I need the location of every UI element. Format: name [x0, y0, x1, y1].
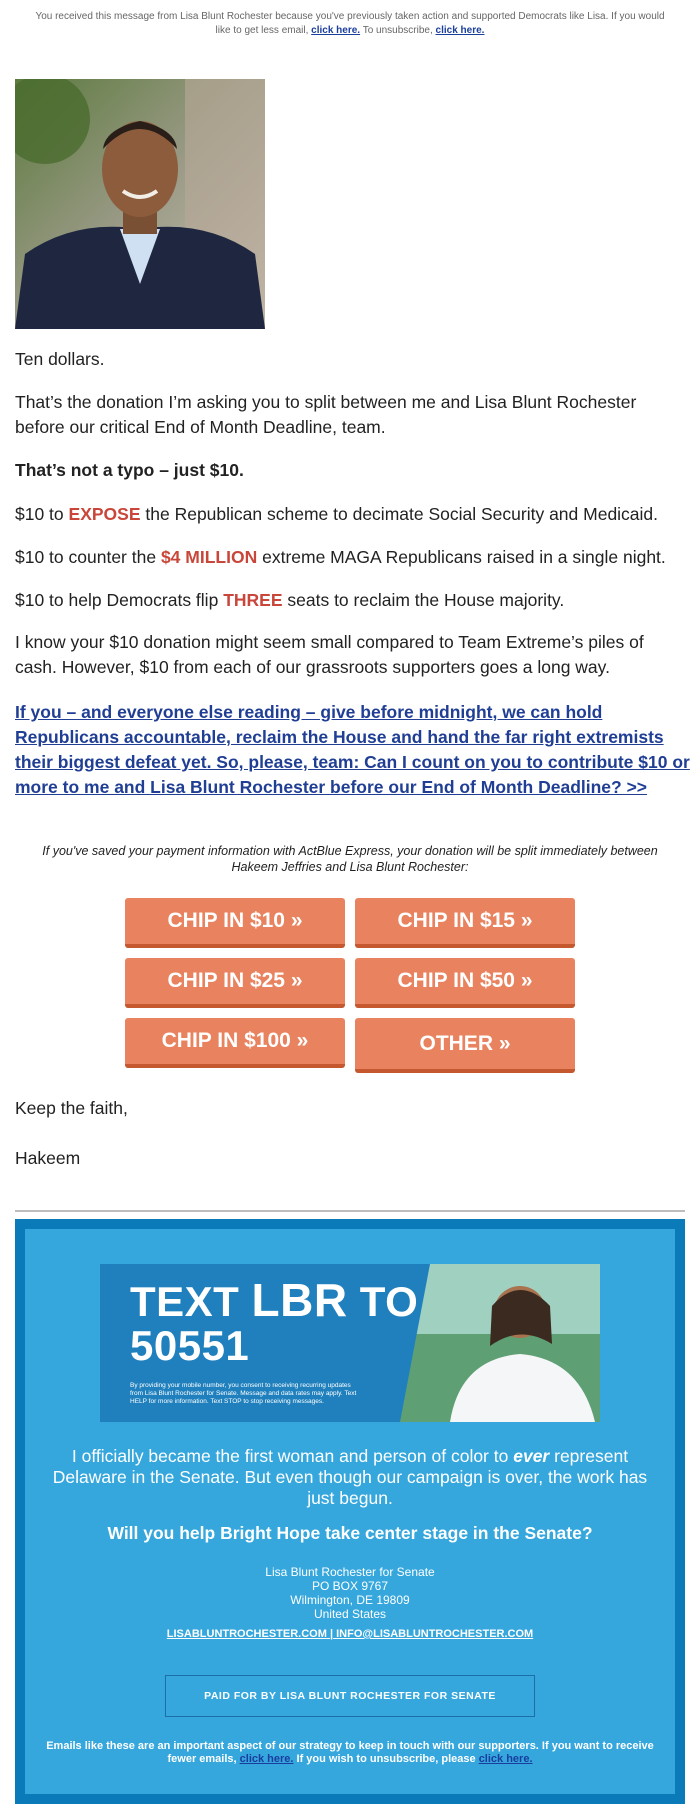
portrait-image [15, 79, 265, 329]
signoff-line: Keep the faith, [15, 1098, 128, 1118]
hakeem-photo [15, 79, 265, 329]
grassroots-paragraph: I know your $10 donation might seem small compared to Team Extreme’s piles of cash. However, $10 from each of our grassroots supporters goes a long way. [15, 632, 644, 677]
divider [15, 1210, 685, 1212]
address-line-2: PO BOX 9767 [311, 1579, 389, 1593]
bright-hope-question: Will you help Bright Hope take center stage in the Senate? [107, 1523, 593, 1543]
email-link[interactable]: INFO@LISABLUNTROCHESTER.COM [336, 1628, 534, 1640]
ask-paragraph [15, 700, 690, 800]
banner-to-word: TO [359, 1278, 419, 1325]
donation-intro: That’s the donation I’m asking you to split between me and Lisa Blunt Rochester before our critical End of Month Deadline, team. [15, 392, 637, 437]
footer-panel [25, 1229, 675, 1794]
signature-name: Hakeem [15, 1148, 81, 1168]
million-highlight: $4 MILLION [160, 547, 258, 567]
expose-line-b: the Republican scheme to decimate Social Security and Medicaid. [145, 504, 659, 524]
footer-fewer-emails-link[interactable]: click here. [239, 1753, 294, 1765]
banner-shortcode: 50551 [130, 1322, 250, 1369]
address-line-1: Lisa Blunt Rochester for Senate [265, 1565, 435, 1579]
flip-line-b: seats to reclaim the House majority. [287, 590, 565, 610]
banner-title [130, 1274, 419, 1369]
footer-unsubscribe-link[interactable]: click here. [478, 1753, 533, 1765]
address-line-3: Wilmington, DE 19809 [290, 1593, 410, 1607]
senate-paragraph-em: ever [513, 1446, 550, 1466]
footer-bottom-b: If you wish to unsubscribe, please [296, 1753, 476, 1765]
ask-donate-link[interactable]: If you – and everyone else reading – give before midnight, we can hold Republicans accountable, reclaim the House and hand the far right extremists their biggest defeat yet. So, please, team: Can I count on you to contribute $10 or more to me and Lisa Blunt Rochester before our End of Month Deadline? >> [15, 702, 690, 797]
counter-line [15, 545, 690, 570]
flip-line-a: $10 to help Democrats flip [15, 590, 219, 610]
banner-fine-print: By providing your mobile number, you consent to receiving recurring updates from Lisa Blunt Rochester for Senate. Message and data rates may apply. Text HELP for more information. Text STOP to stop receiving messages. [130, 1382, 357, 1405]
chip-in-25-button[interactable]: CHIP IN $25 » [125, 958, 345, 1008]
senate-paragraph-a: I officially became the first woman and person of color to [71, 1446, 509, 1466]
address-line-4: United States [313, 1607, 387, 1621]
chip-in-10-button[interactable]: CHIP IN $10 » [125, 898, 345, 948]
less-email-link[interactable]: click here. [311, 25, 361, 36]
counter-line-a: $10 to counter the [15, 547, 157, 567]
unsubscribe-link[interactable]: click here. [435, 25, 485, 36]
text-lbr-banner[interactable] [100, 1264, 600, 1422]
paid-for-disclaimer: PAID FOR BY LISA BLUNT ROCHESTER FOR SENATE [165, 1675, 535, 1717]
mailing-address [40, 1565, 660, 1621]
footer-unsubscribe-text [40, 1740, 660, 1766]
preheader-middle: To unsubscribe, [362, 25, 433, 36]
other-amount-button[interactable]: OTHER » [355, 1018, 575, 1073]
banner-text-word: TEXT [130, 1278, 240, 1325]
website-link[interactable]: LISABLUNTROCHESTER.COM [166, 1628, 327, 1640]
greeting-line: Ten dollars. [15, 349, 105, 369]
expose-highlight: EXPOSE [68, 504, 141, 524]
expose-line-a: $10 to [15, 504, 64, 524]
senate-paragraph [40, 1446, 660, 1509]
three-highlight: THREE [223, 590, 283, 610]
links-separator: | [329, 1628, 334, 1640]
flip-line [15, 588, 690, 613]
chip-in-50-button[interactable]: CHIP IN $50 » [355, 958, 575, 1008]
actblue-disclaimer: If you've saved your payment information with ActBlue Express, your donation will be split immediately between Hakeem Jeffries and Lisa Blunt Rochester: [42, 844, 658, 874]
not-a-typo: That’s not a typo – just $10. [15, 460, 244, 480]
banner-keyword: LBR [251, 1274, 348, 1326]
expose-line [15, 502, 690, 527]
chip-in-100-button[interactable]: CHIP IN $100 » [125, 1018, 345, 1068]
footer [15, 1219, 685, 1804]
preheader [30, 10, 670, 38]
counter-line-b: extreme MAGA Republicans raised in a single night. [262, 547, 666, 567]
footer-bottom-a: Emails like these are an important aspect of our strategy to keep in touch with our supporters. If you want to receive fewer emails, [46, 1740, 654, 1765]
preheader-text: You received this message from Lisa Blunt Rochester because you've previously taken action and supported Democrats like Lisa. If you would like to get less email, [35, 11, 665, 36]
chip-in-15-button[interactable]: CHIP IN $15 » [355, 898, 575, 948]
footer-links [40, 1628, 660, 1640]
senate-paragraph-b: represent Delaware in the Senate. But even though our campaign is over, the work has just begun. [52, 1446, 648, 1508]
